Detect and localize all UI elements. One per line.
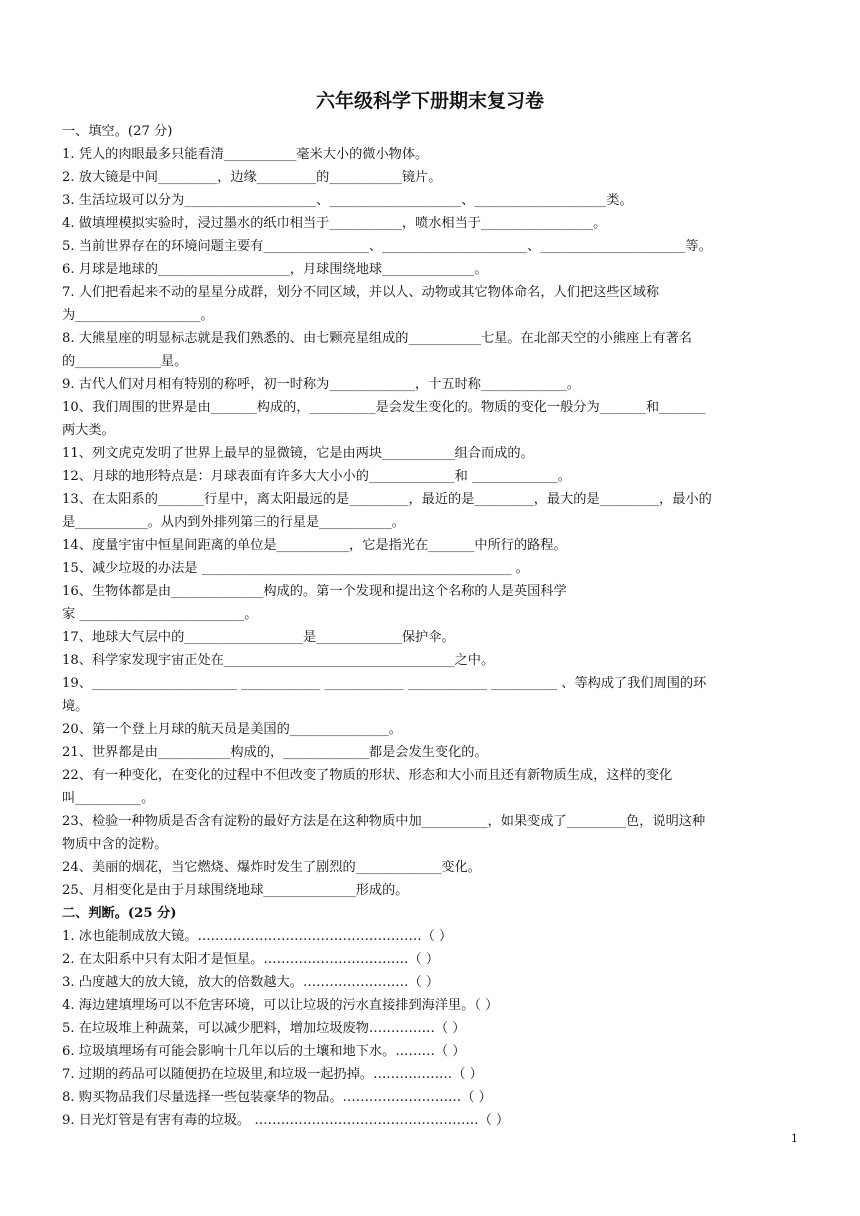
text-line: 4. 海边建填埋场可以不危害环境，可以让垃圾的污水直接排到海洋里。（ ） [62,998,499,1013]
text-line: 14、度量宇宙中恒星间距离的单位是___________，它是指光在_______中所行的路程。 [62,538,567,553]
page-title: 六年级科学下册期末复习卷 [315,90,544,112]
text-line: 5. 当前世界存在的环境问题主要有________________、______________________、______________________等。 [62,239,712,254]
text-line: 25、月相变化是由于月球围绕地球______________形成的。 [62,883,409,898]
text-line: 7. 人们把看起来不动的星星分成群，划分不同区域，并以人、动物或其它物体命名，人们把这些区域称 [62,285,660,300]
text-line: 3. 凸度越大的放大镜，放大的倍数越大。……………………（ ） [62,975,440,990]
text-line: 8. 大熊星座的明显标志就是我们熟悉的、由七颗亮星组成的___________七星。在北部天空的小熊座上有著名 [62,331,692,346]
question-list [62,120,804,1132]
text-line: 的_____________星。 [62,354,188,369]
section-heading: 二、判断。(25 分) [62,906,177,921]
text-line: 9. 日光灯管是有害有毒的垃圾。 ……………………………………………（ ） [62,1113,510,1128]
text-line: 4. 做填埋模拟实验时，浸过墨水的纸巾相当于___________，喷水相当于_________________。 [62,216,607,231]
text-line: 21、世界都是由___________构成的，_____________都是会发生变化的。 [62,745,488,760]
text-line: 11、列文虎克发明了世界上最早的显微镜，它是由两块___________组合而成的。 [62,446,534,461]
text-line: 24、美丽的烟花，当它燃烧、爆炸时发生了剧烈的_____________变化。 [62,860,481,875]
text-line: 17、地球大气层中的__________________是_____________保护伞。 [62,630,455,645]
text-line: 2. 放大镜是中间_________，边缘_________的___________镜片。 [62,170,442,185]
text-line: 为___________________。 [62,308,214,323]
text-line: 物质中含的淀粉。 [62,837,168,852]
text-line: 境。 [62,699,89,714]
text-line: 15、减少垃圾的办法是 _______________________________________________ 。 [62,561,529,576]
text-line: 家 _________________________。 [62,607,258,622]
text-line: 9. 古代人们对月相有特别的称呼，初一时称为_____________，十五时称_____________。 [62,377,580,392]
text-line: 2. 在太阳系中只有太阳才是恒星。……………………………（ ） [62,952,440,967]
text-line: 两大类。 [62,423,115,438]
text-line: 1. 凭人的肉眼最多只能看清___________毫米大小的微小物体。 [62,147,429,162]
text-line: 叫__________。 [62,791,155,806]
text-line: 5. 在垃圾堆上种蔬菜，可以减少肥料，增加垃圾废物……………（ ） [62,1021,466,1036]
text-line: 19、______________________ ____________ ____________ ____________ __________ 、等构成了我们周围的环 [62,676,707,691]
text-line: 12、月球的地形特点是：月球表面有许多大大小小的_____________和 _____________。 [62,469,571,484]
text-line: 3. 生活垃圾可以分为____________________、____________________、____________________类。 [62,193,633,208]
text-line: 23、检验一种物质是否含有淀粉的最好方法是在这种物质中加__________，如果变成了_________色，说明这种 [62,814,706,829]
section-heading: 一、填空。(27 分) [62,124,173,139]
text-line: 6. 月球是地球的____________________，月球围绕地球______________。 [62,262,488,277]
text-line: 8. 购买物品我们尽量选择一些包装豪华的物品。………………………（ ） [62,1090,492,1105]
text-line: 1. 冰也能制成放大镜。……………………………………………（ ） [62,929,453,944]
text-line: 18、科学家发现宇宙正处在___________________________________之中。 [62,653,495,668]
text-line: 22、有一种变化，在变化的过程中不但改变了物质的形状、形态和大小而且还有新物质生成，这样的变化 [62,768,673,783]
text-line: 16、生物体都是由______________构成的。第一个发现和提出这个名称的人是英国科学 [62,584,567,599]
text-line: 20、第一个登上月球的航天员是美国的_______________。 [62,722,402,737]
page-number: 1 [791,1132,798,1145]
text-line: 10、我们周围的世界是由_______构成的，__________是会发生变化的。物质的变化一般分为_______和_______ [62,400,706,415]
text-line: 是___________。从内到外排列第三的行星是___________。 [62,515,405,530]
text-line: 7. 过期的药品可以随便扔在垃圾里,和垃圾一起扔掉。………………（ ） [62,1067,483,1082]
text-line: 6. 垃圾填埋场有可能会影响十几年以后的土壤和地下水。………（ ） [62,1044,466,1059]
text-line: 13、在太阳系的_______行星中，离太阳最远的是_________，最近的是_________，最大的是_________，最小的 [62,492,712,507]
